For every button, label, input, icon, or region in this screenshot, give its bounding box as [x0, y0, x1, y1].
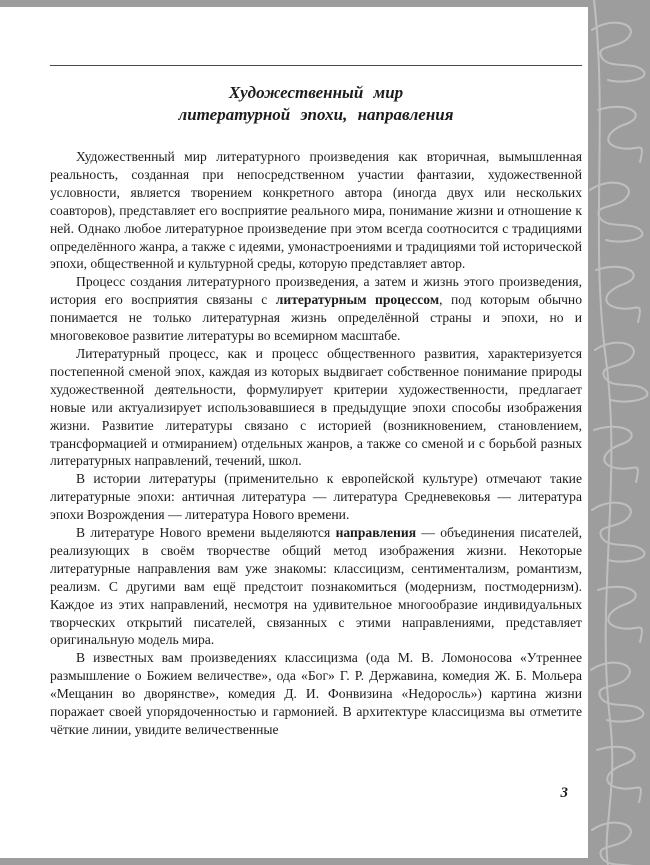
paragraph-text: , под которым обычно понимается не только литературная жизнь определённой страны и эпохи, но и многовековое развитие литературы во всемирном масштабе. [50, 292, 582, 344]
paragraph [50, 524, 582, 649]
paragraph-text: — объединения писателей, реализующих в своём творчестве общий метод изображения жизни. Некоторые литературные направления вам уже знакомы: классицизм, сентиментализм, романтизм, реализм. С другими вам ещё предстоит познакомиться (модернизм, постмодернизм). Каждое из этих направлений, несмотря на удивительное многообразие индивидуальных творческих открытий писателей, связанных с этими направлениями, представляет оригинальную модель мира. [50, 525, 582, 648]
paragraph-text: Художественный мир литературного произведения как вторичная, вымышленная реальность, созданная при непосредственном участии фантазии, художественной условности, является творением конкретного автора (иногда двух или нескольких соавторов), представляет его восприятие реального мира, понимание жизни и отношение к ней. Однако любое литературное произведение при этом всегда соотносится с традициями определённого жанра, а также с идеями, умонастроениями и традициями той исторической эпохи, общественной и культурной среды, которую представляет автор. [50, 149, 582, 272]
paragraph-text: В известных вам произведениях классицизма (ода М. В. Ломоносова «Утреннее размышление о Божием величестве», ода «Бог» Г. Р. Державина, комедия Ж. Б. Мольера «Мещанин во дворянстве», комедия Д. И. Фонвизина «Недоросль») картина жизни поражает своей упорядоченностью и гармонией. В архитектуре классицизма вы отметите чёткие линии, увидите величественные [50, 650, 582, 737]
page [0, 7, 588, 858]
paragraph [50, 649, 582, 739]
paragraph [50, 273, 582, 345]
paragraph [50, 148, 582, 273]
paragraph [50, 345, 582, 470]
paragraph-text: Процесс создания литературного произведения, а затем и жизнь этого произведения, история его восприятия связаны с [50, 274, 582, 308]
title-line-1: Художественный мир [228, 83, 404, 102]
paragraph [50, 470, 582, 524]
decorative-margin [588, 0, 650, 865]
handwriting-texture-icon [588, 0, 650, 865]
top-rule [50, 65, 582, 66]
paragraph-text: В истории литературы (применительно к европейской культуре) отмечают такие литературные эпохи: античная литература — литература Средневековья — литература эпохи Возрождения — литература Нового времени. [50, 471, 582, 523]
title-line-2: литературной эпохи, направления [178, 105, 454, 124]
page-title [50, 82, 582, 126]
paragraph-text: Литературный процесс, как и процесс общественного развития, характеризуется постепенной сменой эпох, каждая из которых выдвигает собственное понимание природы художественной деятельности, формулирует критерии художественности, предлагает новые или актуализирует использовавшиеся в предыдущие эпохи способы изображения жизни. Развитие литературы связано с историей (возникновением, становлением, трансформацией и отмиранием) отдельных жанров, а также со сменой и с борьбой разных литературных направлений, течений, школ. [50, 345, 582, 469]
bold-term: направления [335, 525, 417, 541]
body-text [50, 148, 582, 739]
page-number: 3 [560, 785, 568, 801]
paragraph-text: В литературе Нового времени выделяются [76, 525, 336, 541]
bold-term: литературным процессом [275, 292, 440, 308]
